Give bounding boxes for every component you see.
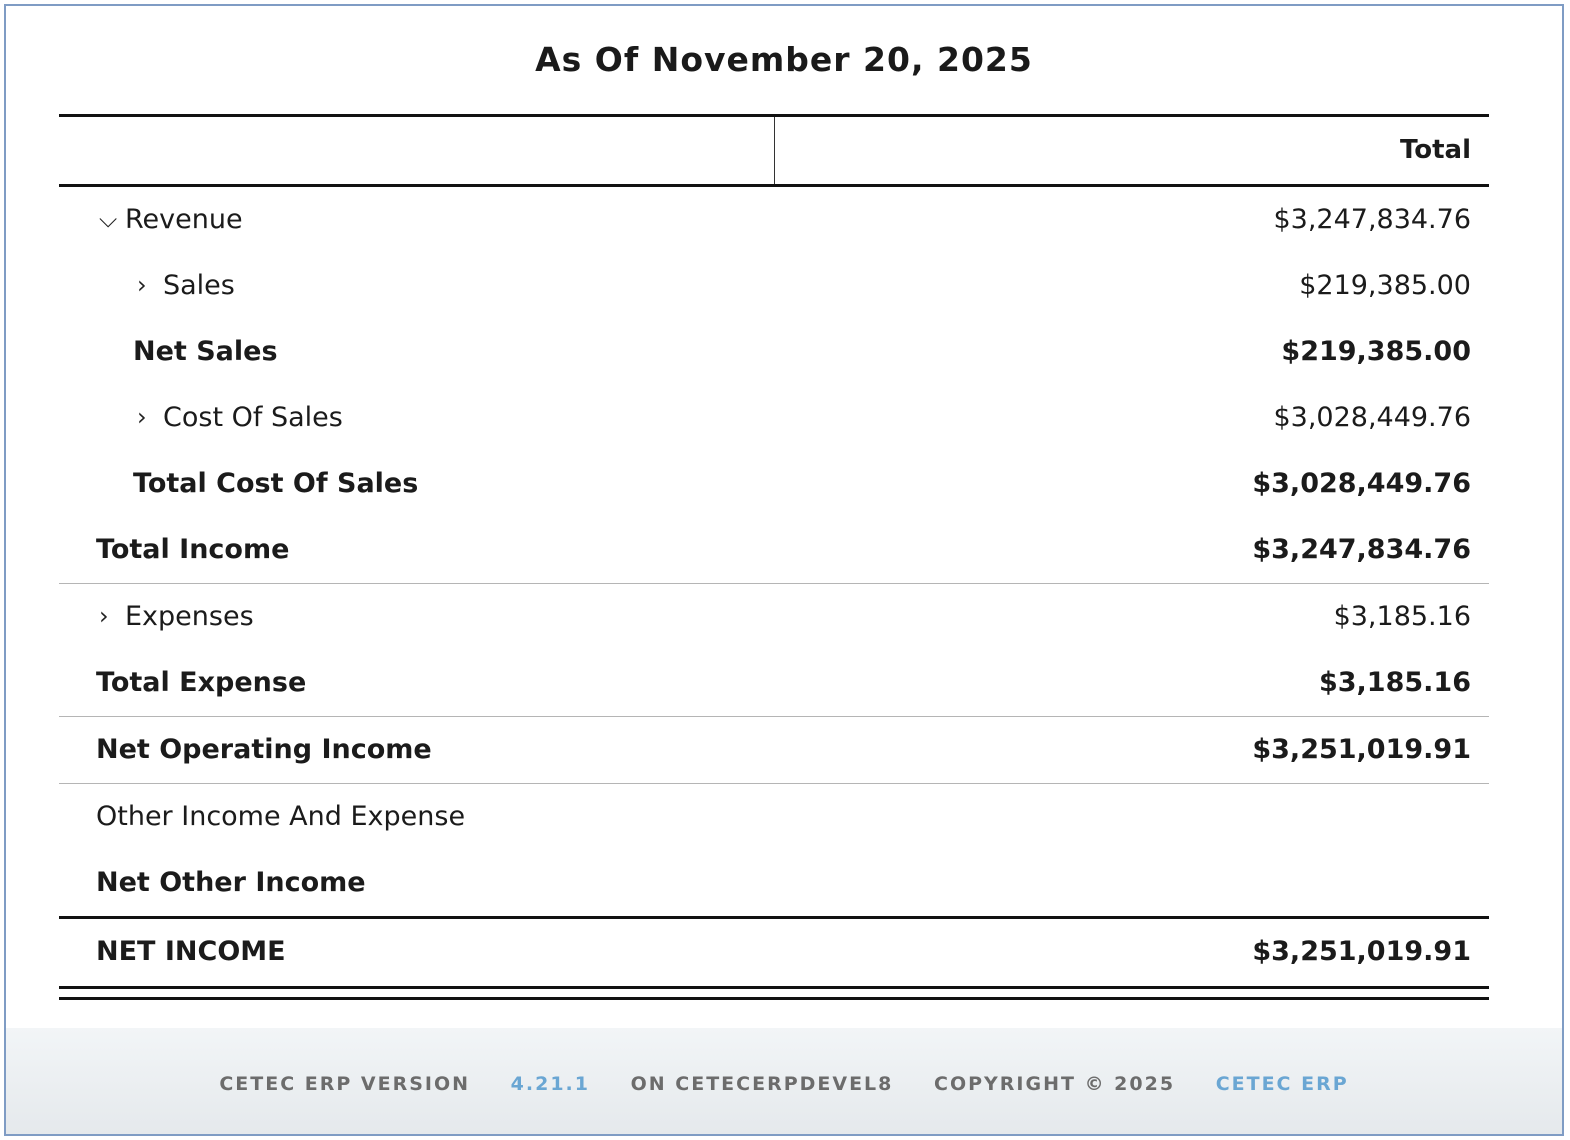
double-underline bbox=[59, 986, 1489, 1000]
row-expenses[interactable] bbox=[59, 583, 1489, 650]
version-link[interactable]: 4.21.1 bbox=[510, 1073, 590, 1095]
net-operating-income-value: $3,251,019.91 bbox=[1252, 734, 1471, 765]
version-label: CETEC ERP VERSION bbox=[219, 1073, 471, 1095]
net-income-value: $3,251,019.91 bbox=[1252, 936, 1471, 967]
net-income-label: NET INCOME bbox=[96, 936, 286, 967]
row-sales[interactable] bbox=[59, 253, 1489, 319]
net-operating-income-label: Net Operating Income bbox=[96, 734, 432, 765]
total-expense-value: $3,185.16 bbox=[1318, 667, 1471, 698]
row-revenue[interactable] bbox=[59, 187, 1489, 253]
profit-loss-table bbox=[59, 114, 1489, 1000]
row-total-cost-of-sales bbox=[59, 451, 1489, 517]
total-cost-of-sales-value: $3,028,449.76 bbox=[1252, 468, 1471, 499]
row-total-expense bbox=[59, 650, 1489, 716]
table-header-row bbox=[59, 114, 1489, 187]
report-window bbox=[4, 4, 1564, 1136]
chevron-down-icon[interactable]: ⌵ bbox=[99, 205, 118, 233]
revenue-label[interactable]: ⌵ Revenue bbox=[99, 204, 243, 235]
cost-of-sales-value: $3,028,449.76 bbox=[1273, 402, 1471, 433]
footer-line bbox=[6, 1073, 1562, 1095]
chevron-right-icon[interactable]: › bbox=[99, 602, 109, 630]
row-net-income bbox=[59, 916, 1489, 986]
row-other-income-and-expense bbox=[59, 783, 1489, 850]
host-label: ON CETECERPDEVEL8 bbox=[630, 1073, 894, 1095]
row-cost-of-sales[interactable] bbox=[59, 385, 1489, 451]
chevron-right-icon[interactable]: › bbox=[137, 403, 147, 431]
cost-of-sales-label[interactable]: › Cost Of Sales bbox=[137, 402, 343, 433]
footer bbox=[6, 1028, 1562, 1134]
total-income-label: Total Income bbox=[96, 534, 290, 565]
total-income-value: $3,247,834.76 bbox=[1252, 534, 1471, 565]
net-sales-label: Net Sales bbox=[133, 336, 278, 367]
total-cost-of-sales-label: Total Cost Of Sales bbox=[133, 468, 419, 499]
row-total-income bbox=[59, 517, 1489, 583]
sales-label[interactable]: › Sales bbox=[137, 270, 235, 301]
report-title: As Of November 20, 2025 bbox=[535, 40, 1033, 79]
brand-link[interactable]: CETEC ERP bbox=[1215, 1073, 1349, 1095]
total-column-header: Total bbox=[1399, 135, 1471, 165]
chevron-right-icon[interactable]: › bbox=[137, 271, 147, 299]
total-expense-label: Total Expense bbox=[96, 667, 307, 698]
net-sales-value: $219,385.00 bbox=[1281, 336, 1471, 367]
other-income-and-expense-label: Other Income And Expense bbox=[96, 801, 466, 832]
row-net-operating-income bbox=[59, 716, 1489, 783]
column-divider bbox=[774, 117, 775, 184]
row-net-sales bbox=[59, 319, 1489, 385]
expenses-value: $3,185.16 bbox=[1333, 601, 1471, 632]
row-net-other-income bbox=[59, 850, 1489, 916]
copyright-label: COPYRIGHT © 2025 bbox=[934, 1073, 1176, 1095]
revenue-value: $3,247,834.76 bbox=[1273, 204, 1471, 235]
expenses-label[interactable]: › Expenses bbox=[99, 601, 254, 632]
sales-value: $219,385.00 bbox=[1299, 270, 1471, 301]
net-other-income-label: Net Other Income bbox=[96, 867, 366, 898]
